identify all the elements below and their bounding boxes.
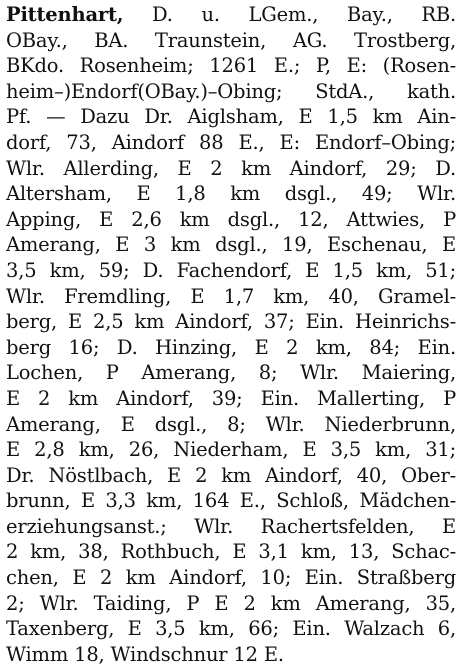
entry-line-25: Taxenberg, E 3,5 km, 66; Ein. Walzach 6,	[6, 617, 456, 641]
entry-line-11: 3,5 km, 59; D. Fachendorf, E 1,5 km, 51;	[6, 258, 456, 282]
entry-line-22: 2 km, 38, Rothbuch, E 3,1 km, 13, Schac-	[6, 540, 456, 564]
entry-line-20: brunn, E 3,3 km, 164 E., Schloß, Mädchen-	[6, 489, 456, 513]
entry-line-17: Amerang, E dsgl., 8; Wlr. Niederbrunn,	[6, 412, 456, 436]
entry-line-8: Altersham, E 1,8 km dsgl., 49; Wlr.	[6, 182, 456, 206]
entry-line-14: berg 16; D. Hinzing, E 2 km, 84; Ein.	[6, 335, 456, 359]
entry-line-1	[6, 2, 456, 28]
entry-line-9: Apping, E 2,6 km dsgl., 12, Attwies, P	[6, 207, 456, 231]
entry-line-26: Wimm 18, Windschnur 12 E.	[6, 642, 284, 666]
entry-line-24: 2; Wlr. Taiding, P E 2 km Amerang, 35,	[6, 591, 456, 615]
entry-line-12: Wlr. Fremdling, E 1,7 km, 40, Gramel-	[6, 284, 456, 308]
entry-line-13: berg, E 2,5 km Aindorf, 37; Ein. Heinrichs-	[6, 310, 456, 334]
entry-line-7: Wlr. Allerding, E 2 km Aindorf, 29; D.	[6, 156, 456, 180]
entry-line-16: E 2 km Aindorf, 39; Ein. Mallerting, P	[6, 386, 456, 410]
entry-line-21: erziehungsanst.; Wlr. Rachertsfelden, E	[6, 514, 456, 538]
entry-line-2: OBay., BA. Traunstein, AG. Trostberg,	[6, 28, 456, 52]
entry-line-10: Amerang, E 3 km dsgl., 19, Eschenau, E	[6, 233, 456, 257]
entry-line-6: dorf, 73, Aindorf 88 E., E: Endorf–Obing;	[6, 130, 456, 154]
entry-line-23: chen, E 2 km Aindorf, 10; Ein. Straßberg	[6, 566, 456, 590]
entry-line-1-text: D. u. LGem., Bay., RB.	[152, 3, 456, 26]
entry-line-5: Pf. — Dazu Dr. Aiglsham, E 1,5 km Ain-	[6, 105, 456, 129]
entry-line-15: Lochen, P Amerang, 8; Wlr. Maiering,	[6, 361, 456, 385]
entry-line-18: E 2,8 km, 26, Niederham, E 3,5 km, 31;	[6, 438, 456, 462]
gazetteer-entry	[6, 2, 456, 667]
entry-headword: Pittenhart,	[6, 3, 124, 26]
entry-line-3: BKdo. Rosenheim; 1261 E.; P, E: (Rosen-	[6, 54, 456, 78]
entry-line-19: Dr. Nöstlbach, E 2 km Aindorf, 40, Ober-	[6, 463, 456, 487]
entry-line-4: heim–)Endorf(OBay.)–Obing; StdA., kath.	[6, 79, 456, 103]
